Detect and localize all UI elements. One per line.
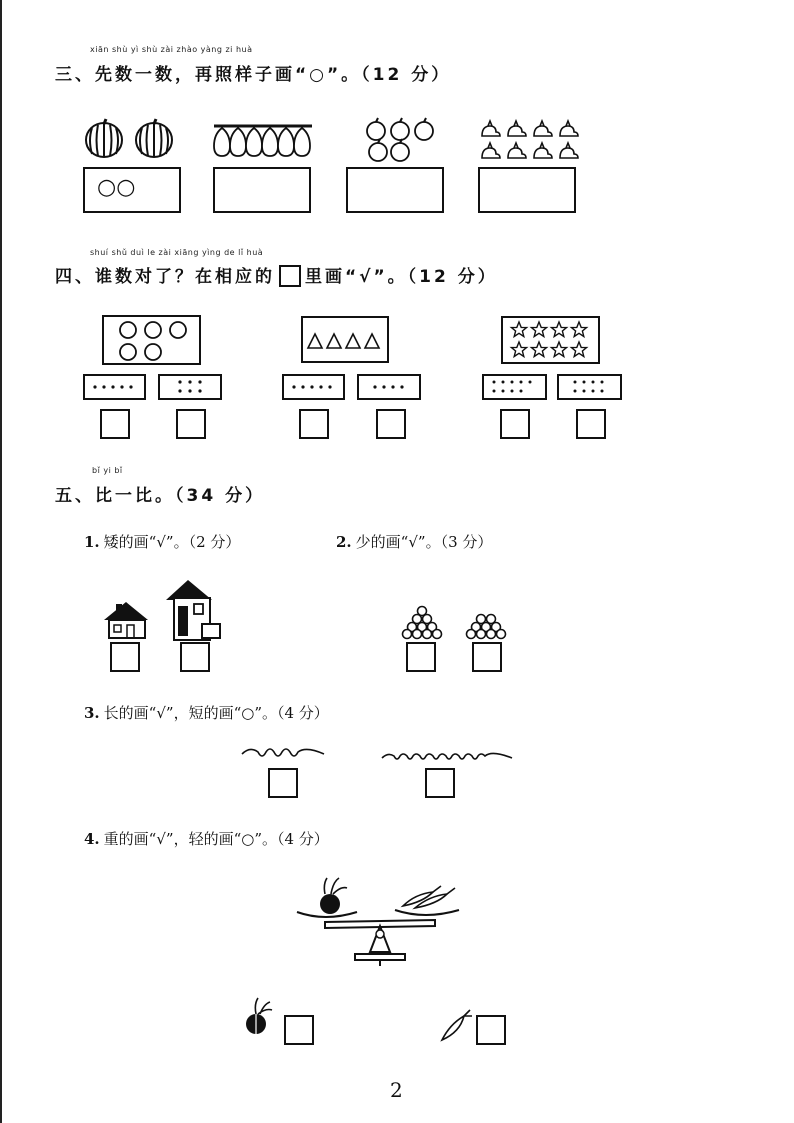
question-3: [84, 702, 329, 723]
checkbox-answer[interactable]: [472, 642, 502, 672]
chicken-group: [478, 118, 588, 164]
checkbox-answer[interactable]: [500, 409, 530, 439]
pumpkin-group: [82, 118, 182, 160]
chicken-icon: [534, 143, 552, 158]
dot-option-box: [158, 374, 222, 400]
pumpkin-icon: [136, 119, 172, 157]
radish-icon: [242, 996, 276, 1040]
section4-pinyin: shuí shǔ duì le zài xiāng yìng de lǐ huà: [90, 248, 264, 257]
triangles-figure: [303, 318, 387, 361]
chicken-icon: [482, 143, 500, 158]
apple-icon: [415, 122, 433, 140]
checkbox-answer[interactable]: [100, 409, 130, 439]
checkbox-answer[interactable]: [476, 1015, 506, 1045]
question-2-text: 少的画“√”。（3 分）: [355, 533, 493, 551]
section4-title-after: 里画“√”。（12 分）: [305, 267, 498, 287]
question-1-text: 矮的画“√”。（2 分）: [103, 533, 241, 551]
checkbox-answer[interactable]: [268, 768, 298, 798]
question-2: [336, 531, 492, 552]
checkbox-answer[interactable]: [284, 1015, 314, 1045]
ball-pile-icon: [466, 604, 514, 638]
apple-icon: [391, 122, 409, 140]
chicken-icon: [560, 143, 578, 158]
radish-icon: [320, 878, 347, 914]
checkbox-answer[interactable]: [299, 409, 329, 439]
ball-pile-icon: [402, 604, 450, 638]
pear-icon: [246, 128, 262, 156]
pumpkin-icon: [86, 119, 122, 157]
dot-option-box: [83, 374, 146, 400]
section4-title-before: 四、谁数对了？在相应的: [55, 267, 275, 287]
short-spring-icon: [240, 744, 326, 766]
answer-box-pumpkins[interactable]: [83, 167, 181, 213]
section3-pinyin: xiān shù yì shù zài zhào yàng zi huà: [90, 45, 253, 54]
apple-icon: [369, 143, 387, 161]
answer-box-apples[interactable]: [346, 167, 444, 213]
dot-option-box: [557, 374, 622, 400]
shape-box-triangles: [301, 316, 389, 363]
pear-icon: [262, 128, 278, 156]
checkbox-answer[interactable]: [110, 642, 140, 672]
section3-title: 三、先数一数，再照样子画“○”。（12 分）: [55, 65, 452, 85]
page-left-edge: [0, 0, 2, 1123]
answer-box-chickens[interactable]: [478, 167, 576, 213]
question-2-number: 2.: [336, 533, 352, 551]
checkbox-answer[interactable]: [376, 409, 406, 439]
checkbox-answer[interactable]: [180, 642, 210, 672]
checkbox-answer[interactable]: [406, 642, 436, 672]
question-4-number: 4.: [84, 830, 100, 848]
short-house-icon: [102, 598, 152, 640]
checkbox-answer[interactable]: [176, 409, 206, 439]
chicken-icon: [534, 121, 552, 136]
page-number: 2: [390, 1078, 403, 1102]
question-3-text: 长的画“√”，短的画“○”。（4 分）: [103, 704, 329, 722]
long-spring-icon: [380, 748, 516, 768]
chicken-icon: [560, 121, 578, 136]
question-1-number: 1.: [84, 533, 100, 551]
balance-scale-icon: [295, 872, 465, 970]
section5-pinyin: bǐ yi bǐ: [92, 466, 123, 475]
carrot-icon: [403, 886, 455, 908]
chicken-icon: [508, 121, 526, 136]
chicken-icon: [508, 143, 526, 158]
dot-option-box: [482, 374, 547, 400]
pear-icon: [294, 128, 310, 156]
question-4-text: 重的画“√”，轻的画“○”。（4 分）: [103, 830, 329, 848]
section4-title: [55, 262, 498, 287]
section5-title: 五、比一比。（34 分）: [55, 486, 266, 506]
dot-option-box: [282, 374, 345, 400]
question-3-number: 3.: [84, 704, 100, 722]
answer-box-pears[interactable]: [213, 167, 311, 213]
chicken-icon: [482, 121, 500, 136]
apple-icon: [367, 122, 385, 140]
pear-group: [210, 120, 320, 160]
inline-square-icon: [279, 265, 301, 287]
dot-option-box: [357, 374, 421, 400]
pear-icon: [214, 128, 230, 156]
carrot-icon: [440, 1008, 474, 1044]
stars-figure: [503, 318, 598, 362]
checkbox-answer[interactable]: [425, 768, 455, 798]
example-answer-circles: ○○: [97, 175, 136, 200]
shape-box-stars: [501, 316, 600, 364]
apple-group: [362, 118, 442, 164]
question-1: [84, 531, 240, 552]
pear-icon: [230, 128, 246, 156]
pear-icon: [278, 128, 294, 156]
apple-icon: [391, 143, 409, 161]
question-4: [84, 828, 329, 849]
circles-figure: [104, 317, 199, 363]
shape-box-circles: [102, 315, 201, 365]
checkbox-answer[interactable]: [576, 409, 606, 439]
tall-house-icon: [162, 578, 224, 642]
